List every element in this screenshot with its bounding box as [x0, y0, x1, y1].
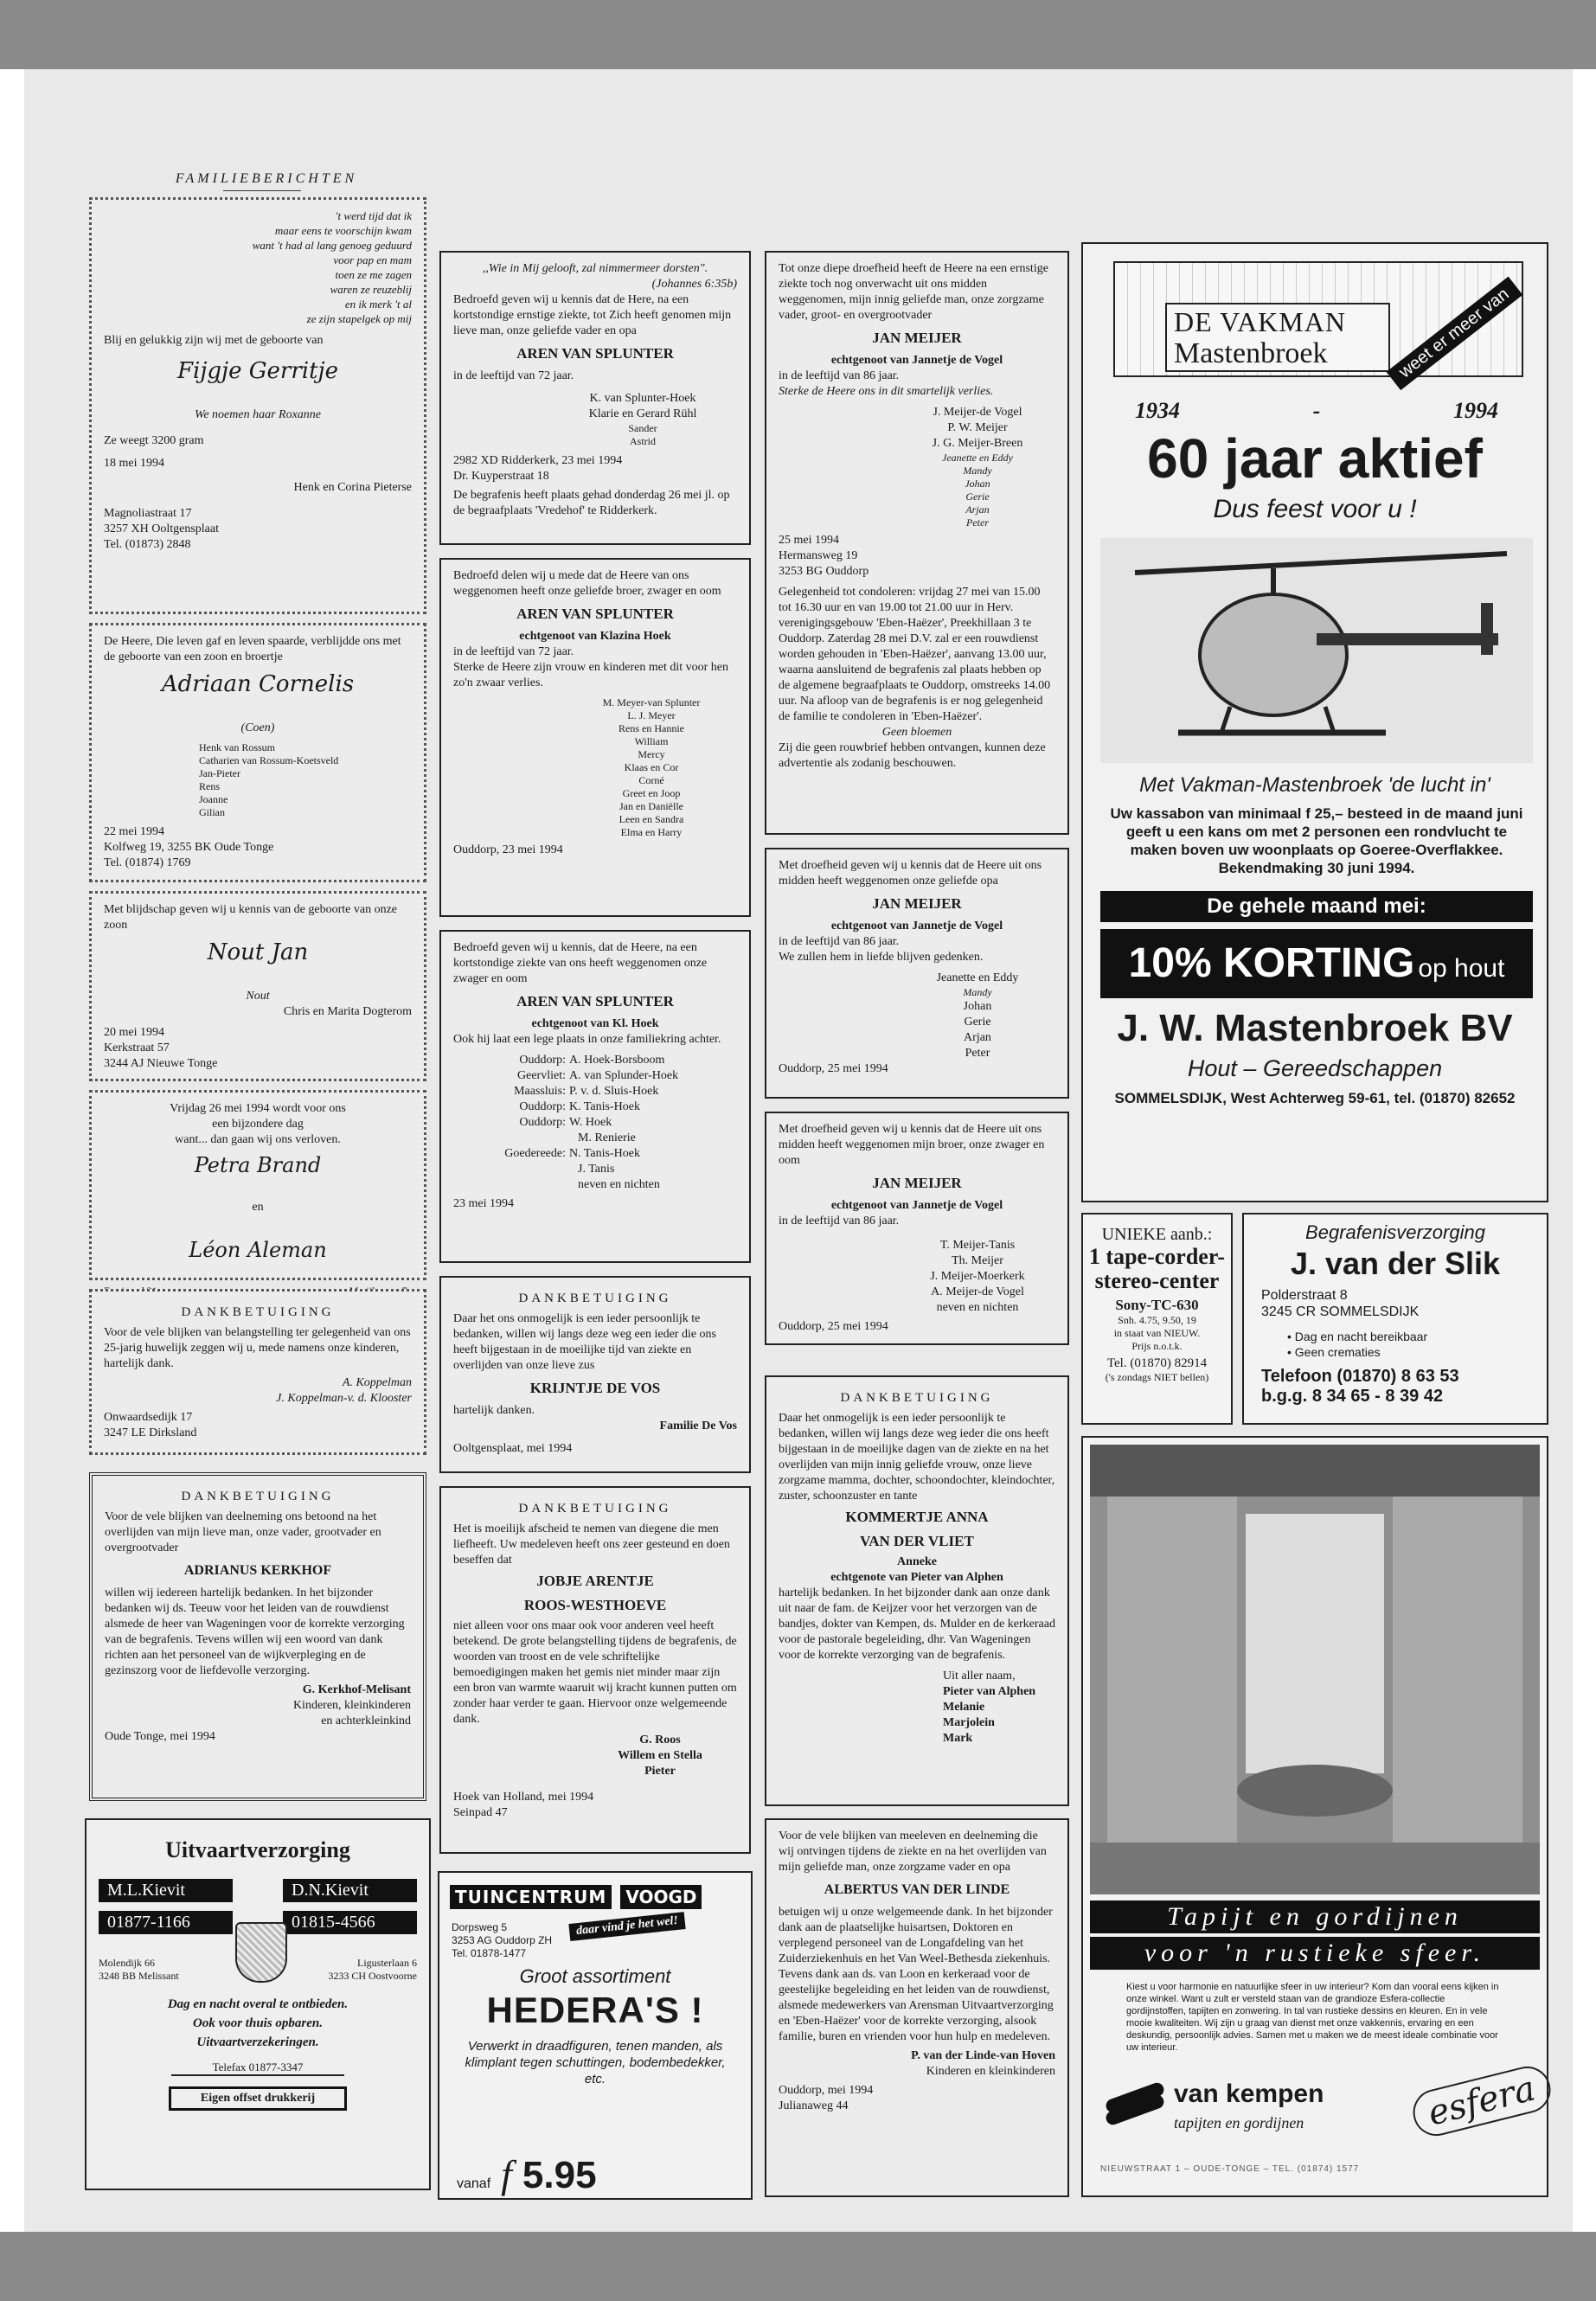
- place-date: Ouddorp, 25 mei 1994: [779, 1320, 888, 1333]
- age: in de leeftijd van 72 jaar.: [453, 369, 574, 382]
- thanks-kommertje: [765, 1375, 1069, 1806]
- address: Julianaweg 44: [779, 2099, 849, 2112]
- brand-line-2: Mastenbroek: [1174, 337, 1328, 369]
- brand-box: [1165, 303, 1390, 372]
- address-line: Kerkstraat 57: [104, 1042, 170, 1054]
- signatures: J. Meijer-de Vogel P. W. Meijer J. G. Meijer-Breen Jeanette en Eddy Mandy Johan Gerie Arjan Peter: [932, 406, 1023, 529]
- intro: Blij en gelukkig zijn wij met de geboorte van: [104, 334, 324, 347]
- helicopter-illustration: [1100, 538, 1533, 763]
- text: Met droefheid geven wij u kennis dat de Heere uit ons midden heeft weggenomen onze geliefde opa: [779, 859, 1042, 888]
- parents: Henk en Corina Pieterse: [293, 481, 412, 494]
- address-line: 3253 BG Ouddorp: [779, 565, 869, 578]
- window: [1246, 1514, 1384, 1773]
- line: Sony-TC-630: [1115, 1297, 1199, 1313]
- name-2: Léon Aleman: [189, 1238, 327, 1262]
- address: 2982 XD Ridderkerk, 23 mei 1994: [453, 454, 623, 467]
- text: willen wij iedereen hartelijk bedanken. In het bijzonder bedanken wij ds. Teeuw voor het leiden van de rouwdienst alsmede de heer van Wageningen voor de korrekte verzorging van de begrafenis. Tevens willen wij een woord van dank richten aan het personeel van de wijkverpleging en de gezinszorg voor de liefdevolle verzorging.: [105, 1586, 405, 1677]
- signatures: Pieter van Alphen Melanie Marjolein Mark: [943, 1685, 1036, 1745]
- signatures: G. Roos Willem en Stella Pieter: [618, 1734, 702, 1778]
- obituary-aren-2: [439, 558, 751, 917]
- signatures: T. Meijer-Tanis Th. Meijer J. Meijer-Moerkerk A. Meijer-de Vogel neven en nichten: [930, 1239, 1025, 1314]
- year-dash: -: [1312, 398, 1321, 423]
- baby-name: Adriaan Cornelis: [161, 671, 355, 697]
- right-curtain: [1393, 1497, 1522, 1877]
- note: De begrafenis heeft plaats gehad donderdag 26 mei jl. op de begraafplaats 'Vredehof' te Ridderkerk.: [453, 489, 730, 517]
- logo-text-2: VOOGD: [620, 1885, 702, 1909]
- print-banner: Eigen offset drukkerij: [169, 2086, 347, 2111]
- signature: Kinderen en kleinkinderen: [926, 2065, 1055, 2078]
- date: 23 mei 1994: [453, 1197, 514, 1210]
- esfera-logo: esfera: [1408, 2061, 1555, 2141]
- text: Voor de vele blijken van meeleven en deelneming die wij ontvingen tijdens de ziekte en na het overlijden van mijn geliefde man, onze zorgzame vader en opa: [779, 1830, 1047, 1874]
- flowers: Geen bloemen: [881, 726, 952, 739]
- spouse: echtgenoot van Klazina Hoek: [519, 630, 671, 643]
- nickname: (Coen): [240, 721, 275, 734]
- text: Tot onze diepe droefheid heeft de Heere na een ernstige ziekte toch nog onverwacht uit ons midden weggenomen, mijn innig geliefde man, onze zorgzame vader, groot- en overgrootvader: [779, 262, 1048, 322]
- tail-boom: [1317, 633, 1498, 645]
- date: 22 mei 1994: [104, 825, 164, 838]
- line: 1 tape-corder-: [1088, 1244, 1226, 1269]
- thanks: hartelijk danken.: [453, 1404, 535, 1417]
- text-line: een bijzondere dag: [212, 1118, 304, 1131]
- place-date: Oude Tonge, mei 1994: [105, 1730, 215, 1743]
- age: in de leeftijd van 86 jaar.: [779, 369, 900, 382]
- name-left: M.L.Kievit: [99, 1879, 233, 1902]
- deceased-name: JAN MEIJER: [872, 895, 962, 912]
- year-start: 1934: [1135, 398, 1180, 423]
- banner: De gehele maand mei:: [1100, 891, 1533, 922]
- spouse: echtgenoot van Jannetje de Vogel: [830, 354, 1003, 367]
- nickname: Anneke: [897, 1555, 937, 1568]
- title: Begrafenisverzorging: [1305, 1221, 1485, 1243]
- ad-van-der-slik: [1242, 1213, 1548, 1425]
- address: Seinpad 47: [453, 1806, 508, 1819]
- date: 25 mei 1994: [779, 534, 839, 547]
- text: hartelijk bedanken. In het bijzonder dank aan onze dank uit naar de fam. de Keijzer voor het verzorgen van de bandjes, dokter van Kempen, ds. Mulder en de kerkeraad voor de pastorale begeleiding, dhr. Van Wageningen voor de korrekte verzorging van de begrafenis.: [779, 1586, 1055, 1662]
- ad-tuincentrum-voogd: [438, 1871, 753, 2200]
- family-list: Ouddorp: A. Hoek-Borsboom Geervliet: A. van Splunder-Hoek Maassluis: P. v. d. Sluis-Hoek Ouddorp: K. Tanis-Hoek Ouddorp: W. Hoek M. Renierie Goedereede: N. Tanis-Hoek J. Tanis neven en nichten: [504, 1054, 679, 1191]
- ad-van-kempen: [1081, 1436, 1548, 2197]
- ad-uitvaart-kievit: [85, 1818, 431, 2190]
- brand: van kempen: [1174, 2080, 1324, 2108]
- age: in de leeftijd van 86 jaar.: [779, 935, 900, 948]
- line: ('s zondags NIET bellen): [1105, 1371, 1209, 1383]
- price: 5.95: [522, 2154, 597, 2196]
- years: [1135, 398, 1498, 424]
- baby-name: Nout Jan: [207, 939, 309, 965]
- text: Bedroefd geven wij u kennis dat de Here, na een kortstondige ernstige ziekte, tot Zich heeft genomen mijn lieve man, onze geliefde vader en opa: [453, 293, 732, 337]
- name: J. van der Slik: [1290, 1246, 1501, 1281]
- slogan-line-2: voor 'n rustieke sfeer.: [1090, 1937, 1540, 1970]
- signature: J. Koppelman-v. d. Klooster: [276, 1392, 412, 1405]
- and: en: [252, 1201, 264, 1214]
- address-line: 3244 AJ Nieuwe Tonge: [104, 1057, 218, 1070]
- age: in de leeftijd van 72 jaar.: [453, 645, 574, 658]
- address: SOMMELSDIJK, West Achterweg 59-61, tel. (01870) 82652: [1114, 1090, 1516, 1106]
- quote-ref: (Johannes 6:35b): [651, 278, 737, 291]
- signature: G. Kerkhof-Melisant: [302, 1683, 411, 1696]
- nickname: Nout: [246, 990, 270, 1003]
- slogan: daar vind je het wel!: [568, 1912, 686, 1941]
- deceased-name: ALBERTUS VAN DER LINDE: [824, 1882, 1010, 1897]
- text: Voor de vele blijken van deelneming ons betoond na het overlijden van mijn lieve man, onze vader, grootvader en overgrootvader: [105, 1510, 381, 1554]
- tail-fin: [1481, 603, 1493, 655]
- bullets: • Dag en nacht bereikbaar • Geen crematies: [1287, 1330, 1428, 1359]
- caption: Met Vakman-Mastenbroek 'de lucht in': [1139, 773, 1490, 797]
- poem: 't werd tijd dat ik maar eens te voorschijn kwam want 't had al lang genoeg geduurd voor pap en mam toen ze me zagen waren ze reuzeblij en ik merk 't al ze zijn stapelgek op mij: [252, 209, 412, 325]
- line: Snh. 4.75, 9.50, 19: [1118, 1314, 1196, 1326]
- crest-icon: [235, 1922, 287, 1983]
- price-currency: f: [501, 2152, 512, 2196]
- deceased-name: VAN DER VLIET: [860, 1533, 974, 1549]
- assortment: Groot assortiment: [519, 1965, 671, 1987]
- address: Dr. Kuyperstraat 18: [453, 470, 549, 483]
- deceased-name: ROOS-WESTHOEVE: [523, 1597, 667, 1613]
- section-underline: [223, 190, 301, 191]
- line: UNIEKE aanb.:: [1101, 1225, 1213, 1244]
- text: Voor de vele blijken van belangstelling ter gelegenheid van ons 25-jarig huwelijk zeggen wij u, mede namens onze kinderen, hartelijk dank.: [104, 1326, 411, 1370]
- signature: Kinderen, kleinkinderen: [292, 1699, 411, 1712]
- place-date: Ooltgensplaat, mei 1994: [453, 1442, 573, 1455]
- van-kempen-logo-icon: [1100, 2073, 1170, 2125]
- intro: De Heere, Die leven gaf en leven spaarde, verblijdde ons met de geboorte van een zoon en broertje: [104, 635, 401, 663]
- engagement-announcement: [89, 1090, 426, 1280]
- price-row: [457, 2151, 734, 2197]
- place-date: Ouddorp, mei 1994: [779, 2084, 874, 2097]
- slogan: Dag en nacht overal te ontbieden. Ook voor thuis opbaren. Uitvaartverzekeringen.: [167, 1997, 349, 2049]
- note: Sterke de Heere zijn vrouw en kinderen met dit voor hen zo'n zwaar verlies.: [453, 661, 729, 689]
- tagline: weet er meer van: [1387, 277, 1522, 390]
- obituary-jan-meijer-3: [765, 1112, 1069, 1345]
- section-title: FAMILIEBERICHTEN: [175, 171, 358, 186]
- address: Kolfweg 19, 3255 BK Oude Tonge: [104, 841, 274, 854]
- company: J. W. Mastenbroek BV: [1117, 1007, 1513, 1049]
- text: Daar het onmogelijk is een ieder persoonlijk te bedanken, willen wij langs deze weg ieder die ons heeft bijgestaan in de moeilijke dagen van de ziekte en na het overlijden van mijn innig geliefde vrouw, onze lieve zorgzame mamma, dochter, schoondochter, kleindochter, zuster, schoonzuster en tante: [779, 1412, 1055, 1503]
- line: stereo-center: [1094, 1268, 1220, 1293]
- text-line: Vrijdag 26 mei 1994 wordt voor ons: [170, 1102, 346, 1115]
- brand-line-1: DE VAKMAN: [1174, 306, 1346, 337]
- birth-announcement-nout: [89, 891, 426, 1081]
- slogan-line-1: Tapijt en gordijnen: [1090, 1900, 1540, 1933]
- address: Magnoliastraat 17 3257 XH Ooltgensplaat Tel. (01873) 2848: [104, 507, 219, 551]
- trade: Hout – Gereedschappen: [1187, 1055, 1443, 1081]
- weight: Ze weegt 3200 gram: [104, 434, 204, 447]
- deceased-name: AREN VAN SPLUNTER: [516, 345, 674, 362]
- name-1: Petra Brand: [194, 1153, 322, 1177]
- header: DANKBETUIGING: [840, 1391, 994, 1405]
- place-date: Hoek van Holland, mei 1994: [453, 1791, 594, 1804]
- header: DANKBETUIGING: [518, 1502, 672, 1516]
- body-text: Kiest u voor harmonie en natuurlijke sfeer in uw interieur? Kom dan vooral eens kijken in onze winkel. Want u zult er versteld staan van de grandioze Esfera-collectie gordijnstoffen, tapijten en zonwering. In tal van rustieke dessins en kleuren. En in vele mooie kwaliteiten. Wij zijn u graag van dienst met onze vakkennis, ervaring en een deskundig, persoonlijk advies. Samen met u maken we de meest ideale combinatie voor uw interieur.: [1126, 1982, 1499, 2053]
- obituary-aren-3: [439, 930, 751, 1263]
- round-table: [1237, 1765, 1393, 1817]
- price-from: vanaf: [457, 2176, 491, 2191]
- newspaper-page: [24, 69, 1573, 2232]
- signatures: M. Meyer-van Splunter L. J. Meyer Rens en Hannie William Mercy Klaas en Cor Corné Greet en Joop Jan en Daniëlle Leen en Sandra Elma en Harry: [602, 696, 701, 838]
- cockpit-bubble: [1200, 594, 1347, 715]
- closing: Uit aller naam,: [943, 1670, 1016, 1682]
- subline: Dus feest voor u !: [1213, 495, 1417, 523]
- address-line: Hermansweg 19: [779, 549, 858, 562]
- deceased-name: KOMMERTJE ANNA: [845, 1509, 989, 1525]
- thanks-albertus: [765, 1818, 1069, 2197]
- spouse: echtgenoot van Kl. Hoek: [531, 1017, 659, 1030]
- valance: [1090, 1445, 1540, 1497]
- signature: P. van der Linde-van Hoven: [911, 2049, 1055, 2062]
- thanks-krijntje: [439, 1276, 751, 1473]
- title: Uitvaartverzorging: [165, 1837, 350, 1862]
- deceased-name: ADRIANUS KERKHOF: [183, 1563, 332, 1578]
- text: Met droefheid geven wij u kennis dat de Heere uit ons midden heeft weggenomen mijn broer, onze zwager en oom: [779, 1123, 1045, 1167]
- floor-rug: [1090, 1843, 1540, 1894]
- fax: Telefax 01877-3347: [171, 2061, 344, 2076]
- text: Bedroefd geven wij u kennis, dat de Heere, na een kortstondige ziekte van ons heeft weggenomen onze zwager en oom: [453, 941, 708, 985]
- brand-sub: tapijten en gordijnen: [1174, 2114, 1304, 2131]
- product: HEDERA'S !: [486, 1990, 704, 2030]
- thanks-jobje: [439, 1486, 751, 1854]
- deceased-name: AREN VAN SPLUNTER: [516, 606, 674, 622]
- phone: Telefoon (01870) 8 63 53: [1261, 1367, 1459, 1386]
- date: 18 mei 1994: [104, 457, 164, 470]
- deceased-name: JOBJE ARENTJE: [536, 1573, 654, 1589]
- year-end: 1994: [1452, 398, 1498, 423]
- deceased-name: AREN VAN SPLUNTER: [516, 993, 674, 1009]
- header: DANKBETUIGING: [518, 1292, 672, 1305]
- line: Prijs n.o.t.k.: [1131, 1340, 1183, 1352]
- deceased-name: KRIJNTJE DE VOS: [529, 1380, 661, 1396]
- names: [87, 1863, 429, 1902]
- headline: 60 jaar aktief: [1147, 427, 1483, 490]
- obituary-jan-meijer-1: [765, 251, 1069, 835]
- quote: ,,Wie in Mij gelooft, zal nimmermeer dorsten".: [482, 262, 708, 275]
- scan-top-band: [0, 0, 1596, 69]
- curtain-photo: [1090, 1445, 1540, 1894]
- header: DANKBETUIGING: [181, 1490, 335, 1503]
- phone-alt: b.g.g. 8 34 65 - 8 39 42: [1261, 1387, 1444, 1406]
- address: Polderstraat 8 3245 CR SOMMELSDIJK: [1261, 1288, 1420, 1319]
- family: Henk van Rossum Catharien van Rossum-Koetsveld Jan-Pieter Rens Joanne Gilian: [199, 741, 339, 818]
- signature: A. Koppelman: [342, 1376, 412, 1389]
- place-date: Ouddorp, 25 mei 1994: [779, 1062, 888, 1075]
- age: in de leeftijd van 86 jaar.: [779, 1215, 900, 1227]
- text: Het is moeilijk afscheid te nemen van diegene die men liefheeft. Uw medeleven heeft ons zeer gesteund en doen beseffen dat: [453, 1522, 730, 1567]
- phone-left: 01877-1166: [99, 1911, 233, 1934]
- text-line: want... dan gaan wij ons verloven.: [175, 1133, 341, 1146]
- note: Zij die geen rouwbrief hebben ontvangen, kunnen deze advertentie als zodanig beschouwen.: [779, 741, 1046, 770]
- text: Bedroefd delen wij u mede dat de Heere van ons weggenomen heeft onze geliefde broer, zwager en oom: [453, 569, 721, 598]
- phone: Tel. (01874) 1769: [104, 856, 191, 869]
- line: Tel. (01870) 82914: [1106, 1356, 1208, 1370]
- left-curtain: [1107, 1497, 1237, 1877]
- baby-name: Fijgje Gerritje: [177, 358, 338, 384]
- address: Dorpsweg 5 3253 AG Ouddorp ZH Tel. 01878-1477: [452, 1921, 553, 1959]
- parents: Chris en Marita Dogterom: [283, 1005, 412, 1018]
- birth-announcement-adriaan: [89, 623, 426, 882]
- logo-text-1: TUINCENTRUM: [450, 1885, 612, 1909]
- spouse: echtgenoot van Jannetje de Vogel: [830, 920, 1003, 933]
- spouse: echtgenote van Pieter van Alphen: [830, 1571, 1003, 1584]
- signatures: Jeanette en Eddy Mandy Johan Gerie Arjan Peter: [936, 971, 1019, 1060]
- thanks-koppelman: [89, 1289, 426, 1455]
- description: Verwerkt in draadfiguren, tenen manden, als klimplant tegen schuttingen, bodembedekker, etc.: [465, 2039, 726, 2086]
- note: Ook hij laat een lege plaats in onze familiekring achter.: [453, 1033, 721, 1046]
- place-date: Ouddorp, 23 mei 1994: [453, 843, 563, 856]
- signature: en achterkleinkind: [321, 1715, 411, 1727]
- ad-tape-corder: [1081, 1213, 1233, 1425]
- deceased-name: JAN MEIJER: [872, 330, 962, 346]
- discount-banner: [1100, 929, 1533, 998]
- signatures: K. van Splunter-Hoek Klarie en Gerard Rühl Sander Astrid: [588, 392, 697, 447]
- nickname: We noemen haar Roxanne: [194, 408, 322, 421]
- deceased-name: JAN MEIJER: [872, 1175, 962, 1191]
- spouse: echtgenoot van Jannetje de Vogel: [830, 1199, 1003, 1212]
- logo: [450, 1887, 751, 1907]
- promo-text: Uw kassabon van minimaal f 25,– besteed in de maand juni geeft u een kans om met 2 personen een rondvlucht te maken boven uw woonplaats op Goeree-Overflakkee. Bekendmaking 30 juni 1994.: [1110, 805, 1523, 876]
- phone-right: 01815-4566: [283, 1911, 417, 1934]
- signature: Familie De Vos: [659, 1420, 737, 1433]
- header: DANKBETUIGING: [181, 1305, 335, 1319]
- addresses: Molendijk 66 3248 BB Melissant Ligusterlaan 6 3233 CH Oostvoorne: [99, 1957, 417, 1982]
- obituary-jan-meijer-2: [765, 848, 1069, 1099]
- name-right: D.N.Kievit: [283, 1879, 417, 1902]
- text: niet alleen voor ons maar ook voor anderen veel heeft betekend. De grote belangstelling tijdens de begrafenis, de woorden van troost en de vele schriftelijke bemoedigingen maken het gemis niet minder maar zijn een bron van warmte waaruit wij kracht kunnen putten om zonder haar verder te gaan. Hiervoor onze welgemeende dank.: [453, 1619, 737, 1726]
- line: in staat van NIEUW.: [1113, 1327, 1201, 1339]
- quote: Sterke de Heere ons in dit smartelijk verlies.: [779, 385, 994, 398]
- ad-vakman-mastenbroek: [1081, 242, 1548, 1202]
- discount: 10% KORTING: [1128, 940, 1415, 986]
- date: 20 mei 1994: [104, 1026, 164, 1039]
- birth-announcement-fijgje: [89, 197, 426, 614]
- scan-bottom-band: [0, 2232, 1596, 2301]
- info: Gelegenheid tot condoleren: vrijdag 27 mei van 15.00 tot 16.30 uur en van 19.00 tot 21.00 uur in Herv. verenigingsgebouw 'Eben-Haëzer', Preekhillaan 3 te Ouddorp. Zaterdag 28 mei D.V. zal er een rouwdienst worden gehouden in 'Eben-Haëzer', aanvang 13.00 uur, waarna aansluitend de begrafenis zal plaats hebben op de algemene begraafplaats te Ouddorp, omstreeks 14.00 uur. Na afloop van de begrafenis is er nog gelegenheid de familie te condoleren in 'Eben-Haëzer'.: [779, 586, 1051, 723]
- thanks-kerkhof: [89, 1472, 426, 1801]
- discount-suffix: op hout: [1418, 954, 1505, 983]
- obituary-aren-1: [439, 251, 751, 545]
- intro: Met blijdschap geven wij u kennis van de geboorte van onze zoon: [104, 903, 398, 932]
- address: NIEUWSTRAAT 1 – OUDE-TONGE – TEL. (01874) 1577: [1100, 2164, 1360, 2174]
- address-line: Onwaardsedijk 17: [104, 1411, 193, 1424]
- note: We zullen hem in liefde blijven gedenken.: [779, 951, 984, 964]
- address-line: 3247 LE Dirksland: [104, 1426, 197, 1439]
- text: Daar het ons onmogelijk is een ieder persoonlijk te bedanken, willen wij langs deze weg een ieder die ons heeft bijgestaan in de moeilijke tijd van ziekte en overlijden van onze lieve zus: [453, 1312, 717, 1372]
- text: betuigen wij u onze welgemeende dank. In het bijzonder dank aan de plaatselijke huisartsen, Doktoren en verplegend personeel van de Longafdeling van het Zuiderziekenhuis en het Van Weel-Bethesda ziekenhuis. Tevens dank aan ds. van Loon en kerkeraad voor de geestelijke begeleiding en het leiden van de rouwdienst, alsmede medewerkers van Arensman Uitvaartverzorging en 'Eben-Haëzer' voor de korrekte verzorging, alsook familie, buren en vrienden voor hun hulp en medeleven.: [779, 1906, 1054, 2043]
